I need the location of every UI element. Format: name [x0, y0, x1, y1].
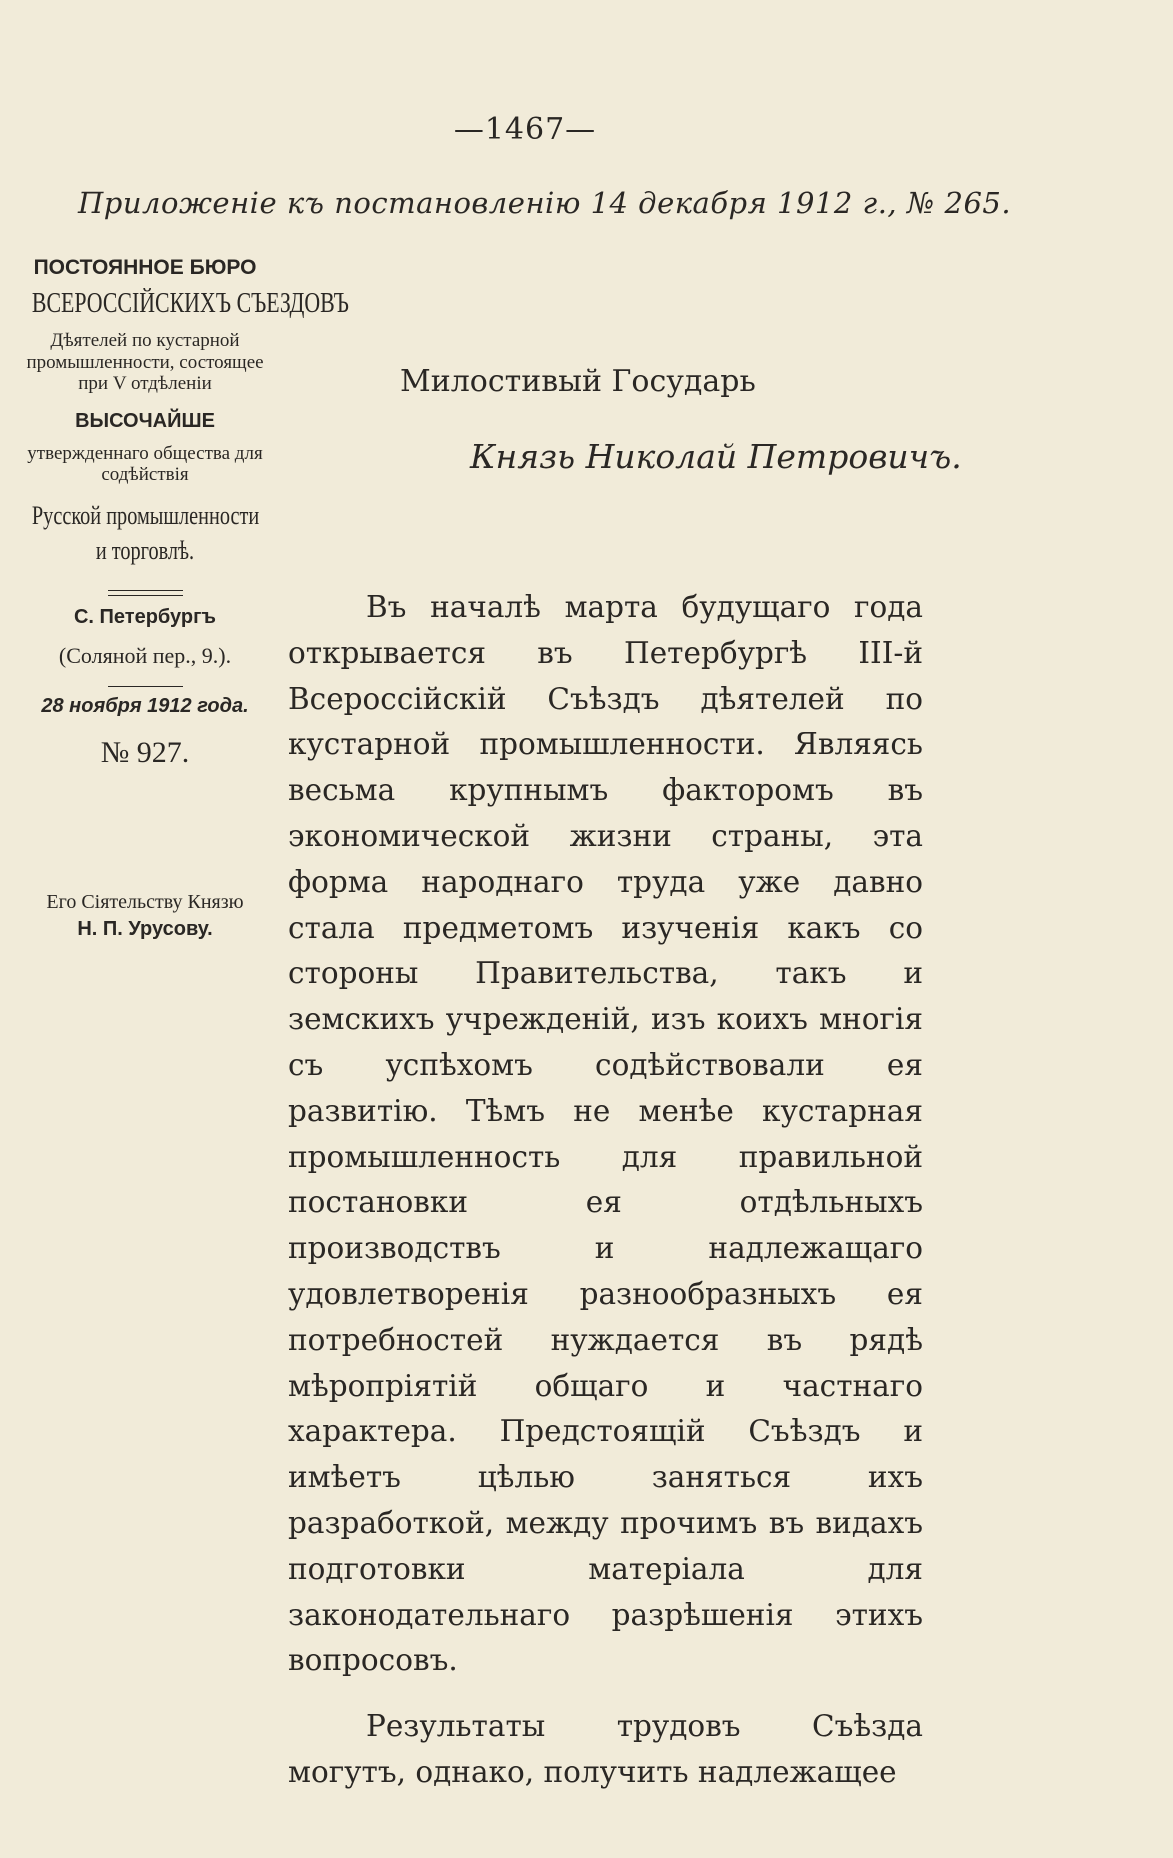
- imperially-label: ВЫСОЧАЙШЕ: [75, 410, 215, 433]
- congress-title: ВСЕРОССІЙСКИХЪ СЪЕЗДОВЪ: [31, 288, 349, 320]
- letter-body: [288, 585, 923, 1796]
- bureau-title: ПОСТОЯННОЕ БЮРО: [33, 256, 257, 279]
- bureau-description: Дѣятелей по кустарной промышленности, состоящее при V отдѣленіи: [26, 330, 264, 394]
- addressee-title: Его Сіятельству Князю: [46, 890, 244, 913]
- appendix-line: Приложеніе къ постановленію 14 декабря 1912 г., № 265.: [78, 186, 1012, 220]
- industry-line-1: Русской промышленности: [31, 500, 260, 530]
- address-label: (Соляной пер., 9.).: [58, 642, 232, 668]
- body-paragraph-1: Въ началѣ марта будущаго года открывается въ Петербургѣ III-й Всероссійскій Съѣздъ дѣятелей по кустарной промышленности. Являясь весьма крупнымъ факторомъ въ экономической жизни страны, эта форма народнаго труда уже давно стала предметомъ изученія какъ со стороны Правительства, такъ и земскихъ учрежденій, изъ коихъ многія съ успѣхомъ содѣйствовали ея развитію. Тѣмъ не менѣе кустарная промышленность для правильной постановки ея отдѣльныхъ производствъ и надлежащаго удовлетворенія разнообразныхъ ея потребностей нуждается въ рядѣ мѣропріятій общаго и частнаго характера. Предстоящій Съѣздъ и имѣетъ цѣлью заняться ихъ разработкой, между прочимъ въ видахъ подготовки матеріала для законодательнаго разрѣшенія этихъ вопросовъ.: [288, 590, 923, 1678]
- salutation-line-2: Князь Николай Петровичъ.: [470, 437, 962, 476]
- body-paragraph-2: Результаты трудовъ Съѣзда могутъ, однако, получить надлежащее: [288, 1709, 923, 1789]
- letter-number: № 927.: [100, 736, 190, 770]
- society-description: утвержденнаго общества для содѣйствія: [27, 443, 263, 486]
- addressee-name: Н. П. Урусову.: [77, 917, 213, 940]
- page-number: —1467—: [453, 112, 597, 147]
- letterhead: [0, 250, 349, 941]
- industry-line-2: и торговлѣ.: [95, 535, 195, 565]
- city-label: С. Петербургъ: [73, 605, 216, 628]
- double-divider: [108, 590, 183, 596]
- letter-date: 28 ноября 1912 года.: [41, 695, 249, 718]
- single-divider: [108, 686, 183, 687]
- salutation-line-1: Милостивый Государь: [400, 364, 756, 399]
